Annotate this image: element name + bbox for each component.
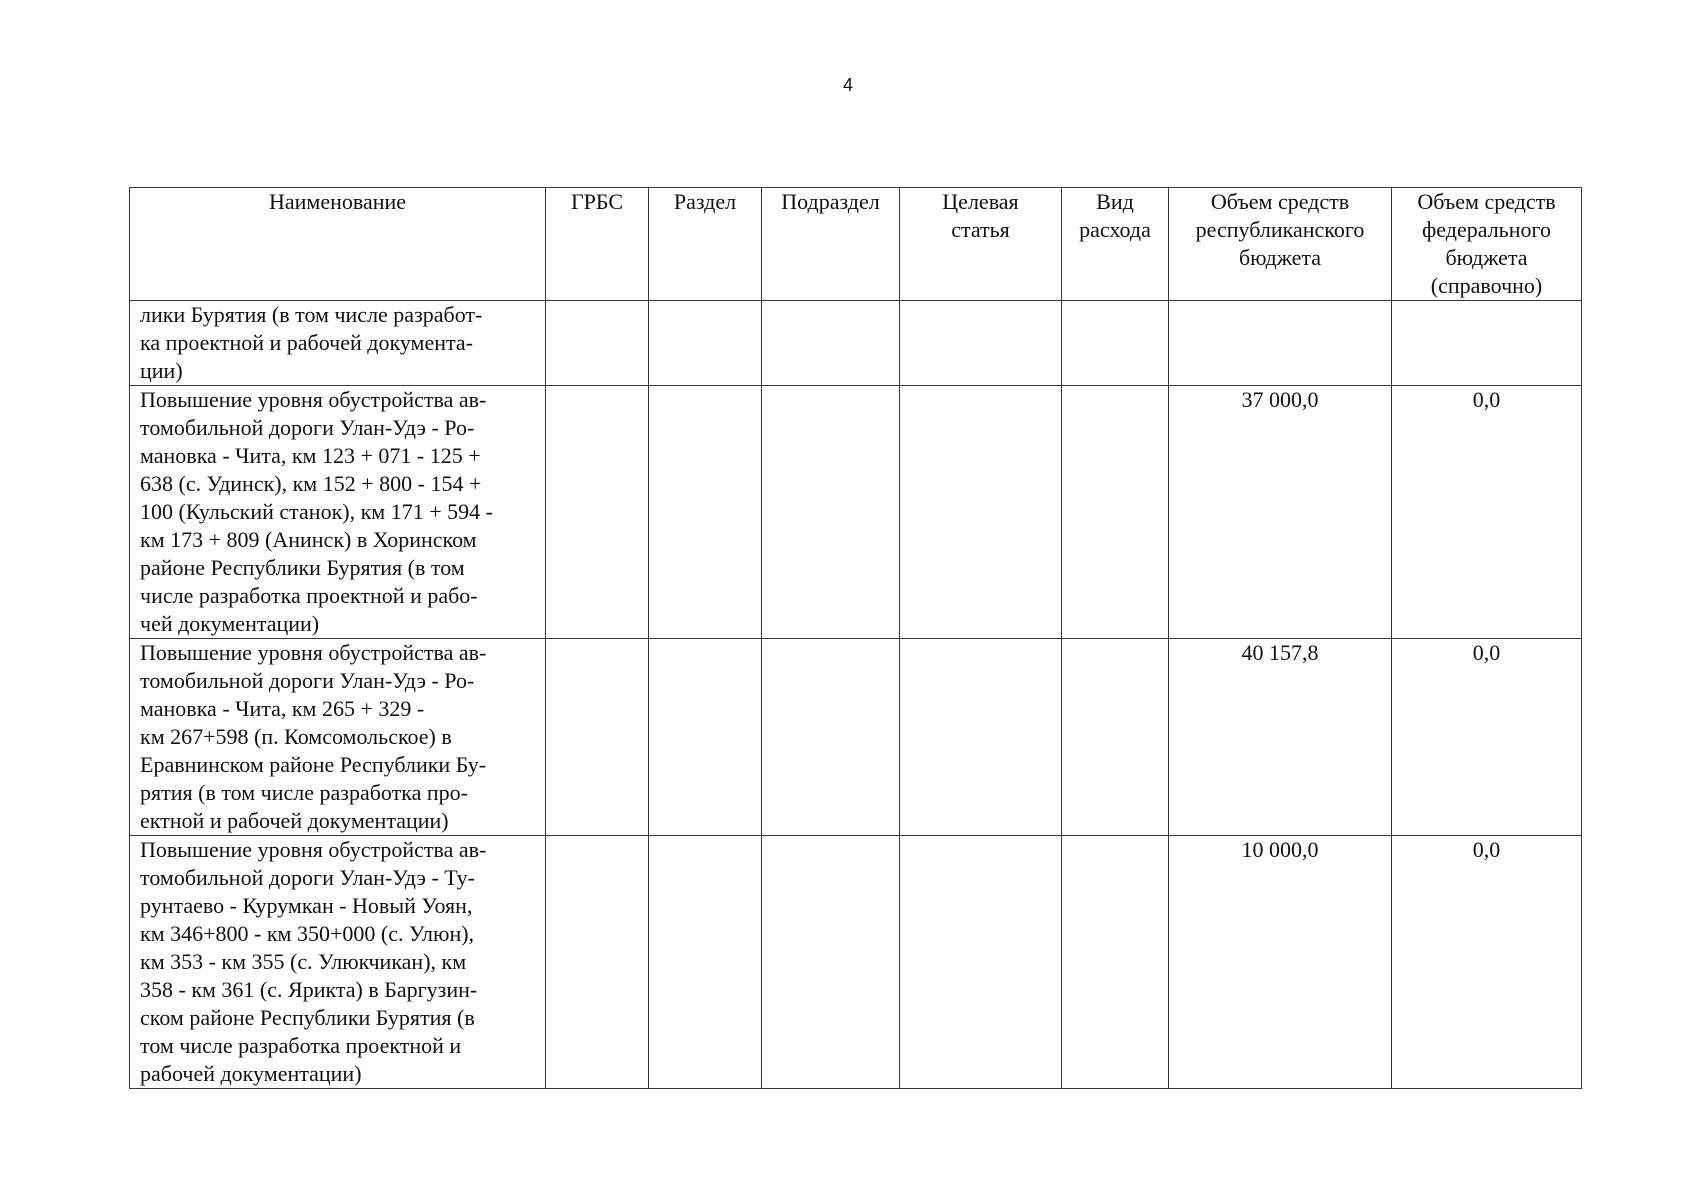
row-name: Повышение уровня обустройства ав- томобильной дороги Улан-Удэ - Ту- рунтаево - Курумкан - Новый Уоян, км 346+800 - км 350+000 (с. Улюн), км 353 - км 355 (с. Улюкчикан), км 358 - км 361 (с. Ярикта) в Баргузин- ском районе Республики Бурятия (в том числе разработка проектной и рабочей документации) — [130, 836, 546, 1089]
row-target-article — [900, 639, 1062, 836]
header-federal-budget: Объем средств федерального бюджета (справочно) — [1392, 188, 1582, 301]
row-republic-budget: 37 000,0 — [1169, 386, 1392, 639]
row-grbs — [546, 836, 649, 1089]
row-expense-type — [1062, 639, 1169, 836]
budget-table-container — [129, 187, 1581, 1089]
table-header-row — [130, 188, 1582, 301]
row-grbs — [546, 301, 649, 386]
row-subsection — [762, 386, 900, 639]
row-expense-type — [1062, 301, 1169, 386]
budget-table — [129, 187, 1582, 1089]
row-section — [649, 639, 762, 836]
row-federal-budget: 0,0 — [1392, 836, 1582, 1089]
row-grbs — [546, 639, 649, 836]
header-expense-type: Вид расхода — [1062, 188, 1169, 301]
row-federal-budget: 0,0 — [1392, 639, 1582, 836]
header-republic-budget: Объем средств республиканского бюджета — [1169, 188, 1392, 301]
table-row — [130, 386, 1582, 639]
row-section — [649, 301, 762, 386]
row-target-article — [900, 301, 1062, 386]
row-republic-budget: 10 000,0 — [1169, 836, 1392, 1089]
row-name: Повышение уровня обустройства ав- томобильной дороги Улан-Удэ - Ро- мановка - Чита, км 123 + 071 - 125 + 638 (с. Удинск), км 152 + 800 - 154 + 100 (Кульский станок), км 171 + 594 - км 173 + 809 (Анинск) в Хоринском районе Республики Бурятия (в том числе разработка проектной и рабо- чей документации) — [130, 386, 546, 639]
row-republic-budget: 40 157,8 — [1169, 639, 1392, 836]
table-row — [130, 836, 1582, 1089]
header-grbs: ГРБС — [546, 188, 649, 301]
table-row — [130, 639, 1582, 836]
row-target-article — [900, 386, 1062, 639]
row-republic-budget — [1169, 301, 1392, 386]
table-row — [130, 301, 1582, 386]
row-federal-budget — [1392, 301, 1582, 386]
row-subsection — [762, 301, 900, 386]
row-grbs — [546, 386, 649, 639]
row-expense-type — [1062, 386, 1169, 639]
row-name: лики Бурятия (в том числе разработ- ка проектной и рабочей документа- ции) — [130, 301, 546, 386]
page-number: 4 — [842, 75, 853, 95]
header-subsection: Подраздел — [762, 188, 900, 301]
row-subsection — [762, 836, 900, 1089]
row-subsection — [762, 639, 900, 836]
header-target-article: Целевая статья — [900, 188, 1062, 301]
header-name: Наименование — [130, 188, 546, 301]
header-section: Раздел — [649, 188, 762, 301]
row-name: Повышение уровня обустройства ав- томобильной дороги Улан-Удэ - Ро- мановка - Чита, км 265 + 329 - км 267+598 (п. Комсомольское) в Еравнинском районе Республики Бу- рятия (в том числе разработка про- ектной и рабочей документации) — [130, 639, 546, 836]
row-federal-budget: 0,0 — [1392, 386, 1582, 639]
row-expense-type — [1062, 836, 1169, 1089]
row-target-article — [900, 836, 1062, 1089]
row-section — [649, 386, 762, 639]
row-section — [649, 836, 762, 1089]
